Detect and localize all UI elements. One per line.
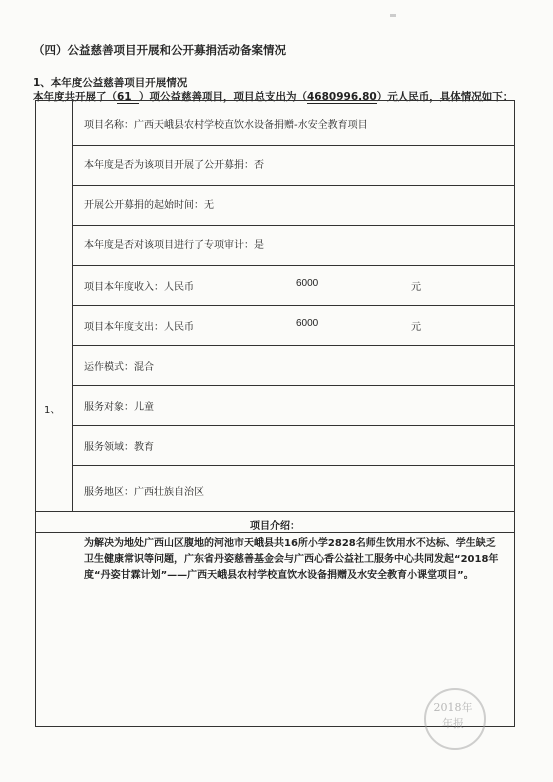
summary-prefix: 本年度共开展了（ [33, 91, 117, 103]
project-table [35, 100, 515, 727]
service-target: 服务对象：儿童 [84, 402, 154, 413]
annual-expense-label: 项目本年度支出：人民币 [84, 322, 194, 333]
section-title: （四）公益慈善项目开展和公开募捐活动备案情况 [33, 43, 286, 57]
annual-income-value: 6000 [296, 278, 319, 289]
service-region: 服务地区：广西壮族自治区 [84, 487, 204, 498]
special-audit: 本年度是否对该项目进行了专项审计：是 [84, 240, 264, 251]
service-field: 服务领域：教育 [84, 442, 154, 453]
project-name: 项目名称：广西天峨县农村学校直饮水设备捐赠-水安全教育项目 [84, 120, 368, 131]
fundraising-start-time: 开展公开募捐的起始时间：无 [84, 200, 214, 211]
operation-mode: 运作模式：混合 [84, 362, 154, 373]
project-intro-text: 为解决为地处广西山区腹地的河池市天峨县共16所小学2828名师生饮用水不达标、学生缺乏卫生健康常识等问题，广东省丹姿慈善基金会与广西心香公益社工服务中心共同发起“2018年度“丹姿甘霖计划”——广西天峨县农村学校直饮水设备捐赠及水安全教育小课堂项目”。 [84, 538, 499, 581]
project-index: 1、 [44, 405, 61, 416]
total-expenditure: 4680996.80 [307, 91, 377, 103]
stamp-text: 2018年 年报 [433, 701, 473, 730]
project-count: 61 [117, 91, 139, 104]
scan-mark [390, 14, 396, 17]
public-fundraising: 本年度是否为该项目开展了公开募捐：否 [84, 160, 264, 171]
summary-suffix: ）元人民币，具体情况如下： [376, 91, 514, 103]
annual-income-unit: 元 [411, 282, 421, 293]
annual-income-label: 项目本年度收入：人民币 [84, 282, 194, 293]
summary-middle: ）项公益慈善项目，项目总支出为（ [139, 91, 307, 103]
annual-expense-value: 6000 [296, 318, 319, 329]
annual-expense-unit: 元 [411, 322, 421, 333]
project-intro-title: 项目介绍： [250, 521, 300, 532]
subsection-title: 1、本年度公益慈善项目开展情况 [33, 77, 188, 89]
